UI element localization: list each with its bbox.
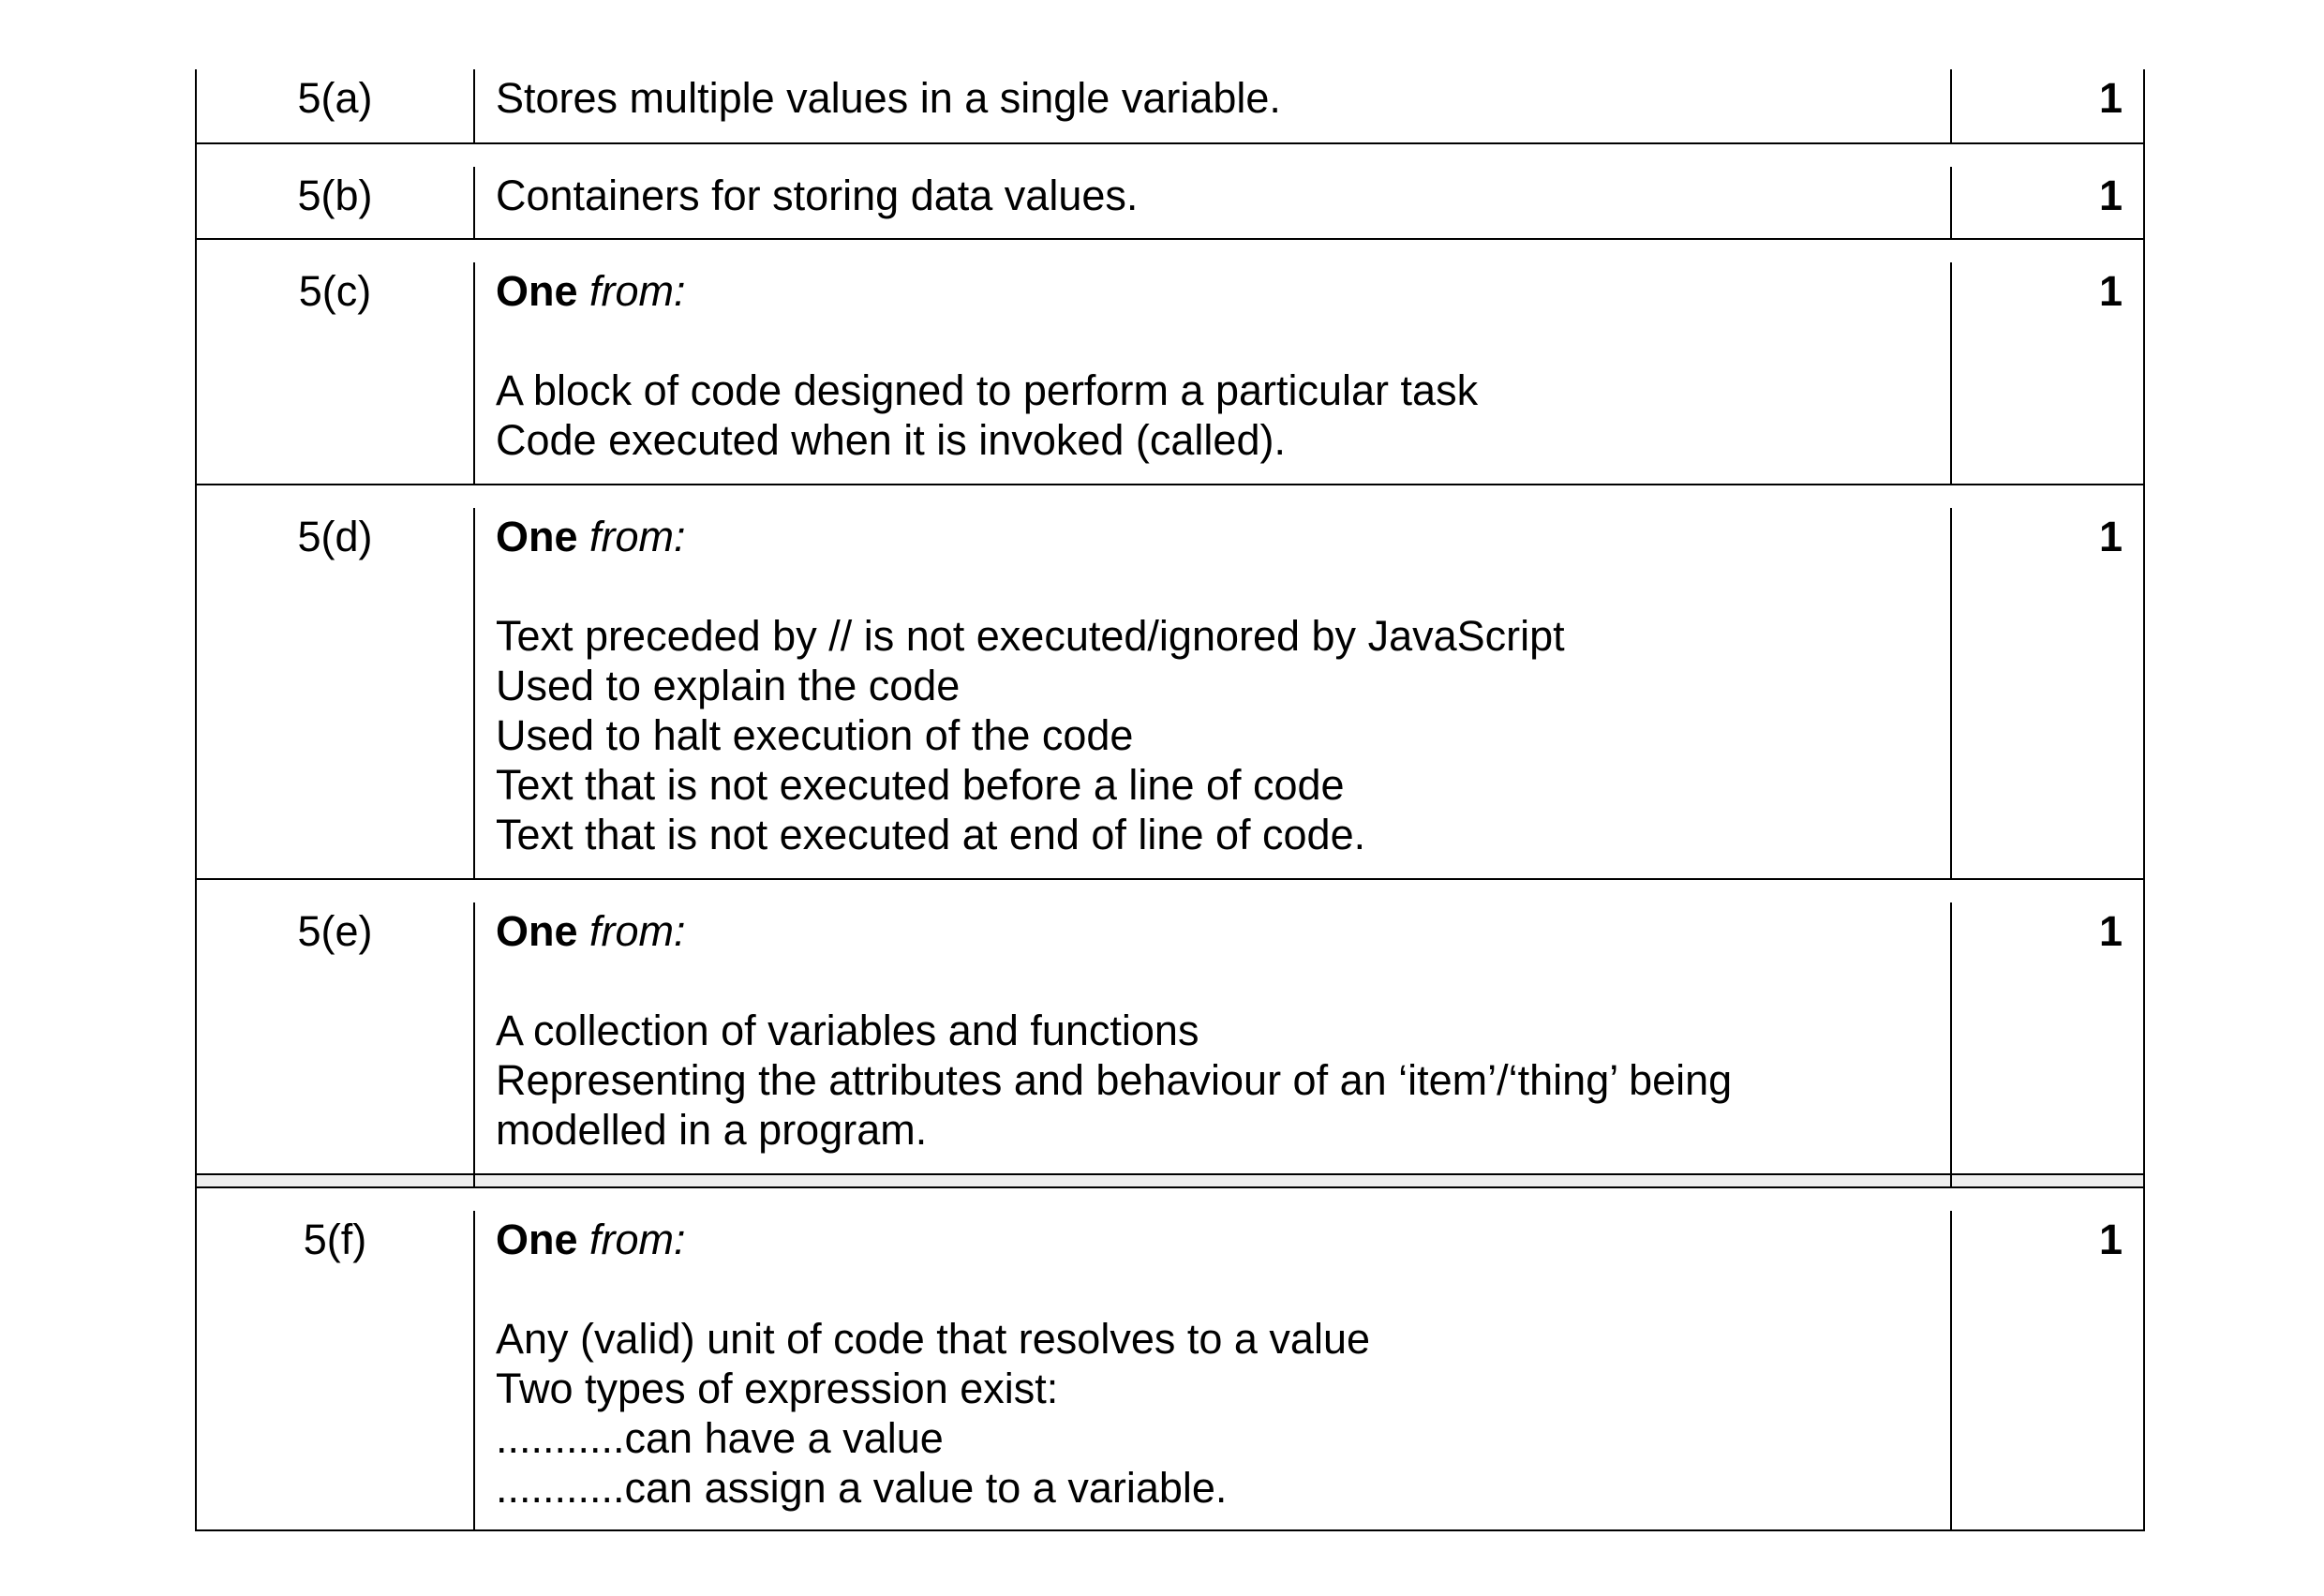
table-row [197,240,2143,485]
marks-cell: 1 [2098,74,2123,122]
answer-line: Text that is not executed before a line of code [496,761,1345,809]
answer-cell [475,262,1952,484]
header-bold: One [496,267,578,315]
question-number: 5(b) [197,167,475,238]
table-row [197,69,2143,144]
answer-line: Text that is not executed at end of line of code. [496,811,1366,858]
blank-line [496,561,1931,611]
question-number: 5(e) [197,902,475,1173]
marks-cell: 1 [2098,1216,2123,1263]
answer-header [496,266,1931,316]
header-italic: from: [589,267,686,315]
answer-line: Two types of expression exist: [496,1365,1059,1412]
row-separator [197,1175,2143,1188]
answer-line: modelled in a program. [496,1106,928,1154]
marks-cell: 1 [2098,907,2123,955]
separator-cell [197,1175,475,1186]
answer-line: Containers for storing data values. [496,172,1139,219]
question-number: 5(d) [197,508,475,878]
header-bold: One [496,907,578,955]
blank-line [496,316,1931,365]
marks-cell: 1 [2098,172,2123,219]
answer-line: A block of code designed to perform a particular task [496,366,1479,414]
question-number: 5(c) [197,262,475,484]
table-row [197,880,2143,1175]
answer-line: A collection of variables and functions [496,1007,1199,1054]
answer-line: Code executed when it is invoked (called). [496,416,1286,464]
answer-cell [475,69,1952,142]
answer-line: Any (valid) unit of code that resolves to a value [496,1315,1371,1363]
question-number: 5(a) [197,69,475,142]
header-italic: from: [589,1216,686,1263]
answer-cell [475,1211,1952,1529]
answer-header [496,906,1931,956]
question-number: 5(f) [197,1211,475,1529]
header-bold: One [496,1216,578,1263]
header-bold: One [496,513,578,560]
answer-line: ...........can assign a value to a variable. [496,1464,1228,1512]
answer-cell [475,508,1952,878]
blank-line [496,956,1931,1006]
answer-line: Representing the attributes and behaviour of an ‘item’/‘thing’ being [496,1056,1733,1104]
answer-cell [475,902,1952,1173]
table-row [197,144,2143,240]
answer-line: Used to explain the code [496,662,961,709]
table-row [197,1188,2143,1531]
marks-cell: 1 [2098,267,2123,315]
answer-cell [475,167,1952,238]
blank-line [496,1264,1931,1314]
answer-line: Used to halt execution of the code [496,711,1134,759]
table-row [197,485,2143,880]
answer-header [496,512,1931,561]
separator-cell [1952,1175,2143,1186]
separator-cell [475,1175,1952,1186]
answer-line: Stores multiple values in a single variable. [496,74,1281,122]
header-italic: from: [589,907,686,955]
answer-line: ...........can have a value [496,1414,944,1462]
answer-header [496,1215,1931,1264]
answer-line: Text preceded by // is not executed/ignored by JavaScript [496,612,1565,660]
header-italic: from: [589,513,686,560]
mark-scheme-table [195,69,2145,1531]
marks-cell: 1 [2098,513,2123,560]
